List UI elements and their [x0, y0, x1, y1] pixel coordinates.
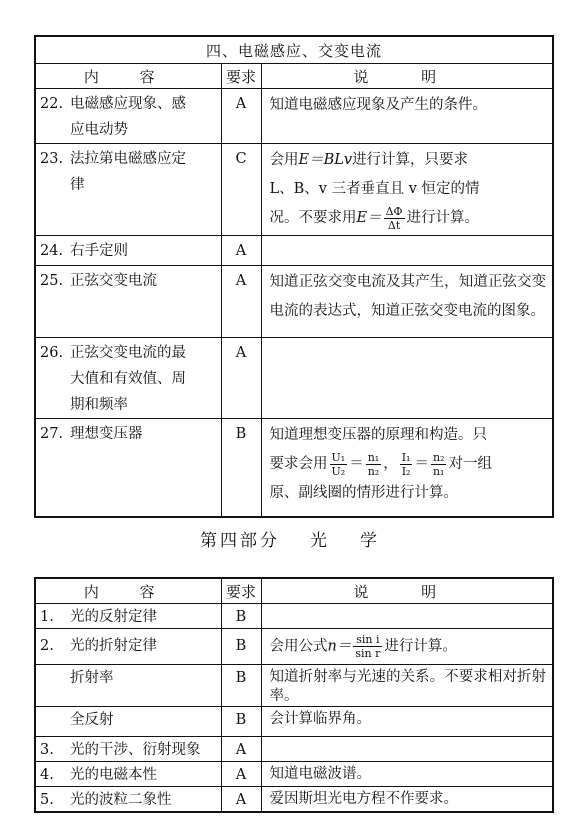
formula-fraction: $\frac{\Delta\Phi}{\Delta t}$ — [385, 204, 403, 232]
formula-fraction: $\frac{\text{sin i}}{\text{sin r}}$ — [355, 633, 381, 660]
row-requirement: A — [221, 787, 261, 813]
row-requirement: C — [221, 144, 261, 236]
row-content: 折射率 — [35, 665, 221, 707]
row-note: 知道电磁感应现象及产生的条件。 — [261, 89, 553, 144]
row-note: 知道折射率与光速的关系。不要求相对折射率。 — [261, 665, 553, 707]
row-note: 会用公式n＝ $\frac{\text{sin i}}{\text{sin r}}$ 进行计算。 — [261, 629, 553, 665]
row-content: 22. 电磁感应现象、感 应电动势 — [35, 89, 221, 144]
formula-fraction: $\frac{\text{n₁}}{\text{n₂}}$ — [367, 450, 380, 478]
row-content: 26. 正弦交变电流的最 大值和有效值、周 期和频率 — [35, 338, 221, 419]
optics-table — [34, 577, 554, 813]
row-content: 23. 法拉第电磁感应定 律 — [35, 144, 221, 236]
row-note — [261, 236, 553, 266]
table-row — [35, 707, 553, 737]
row-content: 27. 理想变压器 — [35, 419, 221, 517]
row-note: 知道理想变压器的原理和构造。只 要求会用 $\frac{\text{U₁}}{\text{U₂}}$ ＝ $\frac{\text{n₁}}{\text{n₂}}$ ， $\frac{\text{I₁}}{\text{I₂}}$ ＝ $\frac{\text{n₂}}{\text{n₁}}$ 对一组 原、副线圈的情形进行计算。 — [261, 419, 553, 517]
row-requirement: A — [221, 338, 261, 419]
row-requirement: A — [221, 762, 261, 787]
header-note: 说 明 — [261, 64, 553, 89]
row-requirement: A — [221, 236, 261, 266]
row-note: 会计算临界角。 — [261, 707, 553, 737]
part-title: 第四部分 光 学 — [200, 531, 380, 551]
row-note: 知道电磁波谱。 — [261, 762, 553, 787]
formula-fraction: $\frac{\text{I₁}}{\text{I₂}}$ — [401, 450, 411, 478]
table-row — [35, 665, 553, 707]
table-row — [35, 787, 553, 813]
row-requirement: B — [221, 419, 261, 517]
header-content: 内 容 — [35, 64, 221, 89]
row-requirement: B — [221, 707, 261, 737]
header-requirement: 要求 — [221, 578, 261, 604]
row-content: 4. 光的电磁本性 — [35, 762, 221, 787]
table-row — [35, 89, 553, 144]
row-note: 会用E＝BLv进行计算，只要求 L、B、v 三者垂直且 v 恒定的情 况。不要求用E＝ $\frac{\Delta\Phi}{\Delta t}$ 进行计算。 — [261, 144, 553, 236]
header-content: 内 容 — [35, 578, 221, 604]
row-requirement: A — [221, 89, 261, 144]
formula-fraction: $\frac{\text{U₁}}{\text{U₂}}$ — [331, 450, 346, 478]
row-note: 爱因斯坦光电方程不作要求。 — [261, 787, 553, 813]
row-note — [261, 604, 553, 629]
row-requirement: B — [221, 665, 261, 707]
row-note: 知道正弦交变电流及其产生，知道正弦交变电流的表达式，知道正弦交变电流的图象。 — [261, 266, 553, 338]
section-title: 四、电磁感应、交变电流 — [35, 36, 553, 64]
header-requirement: 要求 — [221, 64, 261, 89]
row-note — [261, 338, 553, 419]
row-requirement: A — [221, 266, 261, 338]
row-content: 1. 光的反射定律 — [35, 604, 221, 629]
row-requirement: A — [221, 737, 261, 762]
row-content: 2. 光的折射定律 — [35, 629, 221, 665]
table-row — [35, 266, 553, 338]
row-note — [261, 737, 553, 762]
header-note: 说 明 — [261, 578, 553, 604]
table-row — [35, 236, 553, 266]
row-requirement: B — [221, 604, 261, 629]
electromagnetic-induction-table — [34, 35, 554, 518]
row-content: 24. 右手定则 — [35, 236, 221, 266]
table-row — [35, 629, 553, 665]
table-row — [35, 144, 553, 236]
row-content: 25. 正弦交变电流 — [35, 266, 221, 338]
table-row — [35, 338, 553, 419]
row-content: 3. 光的干涉、衍射现象 — [35, 737, 221, 762]
table-row — [35, 762, 553, 787]
table-row — [35, 604, 553, 629]
row-content: 5. 光的波粒二象性 — [35, 787, 221, 813]
row-requirement: B — [221, 629, 261, 665]
formula-fraction: $\frac{\text{n₂}}{\text{n₁}}$ — [432, 450, 445, 478]
table-row — [35, 737, 553, 762]
table-row — [35, 419, 553, 517]
row-content: 全反射 — [35, 707, 221, 737]
